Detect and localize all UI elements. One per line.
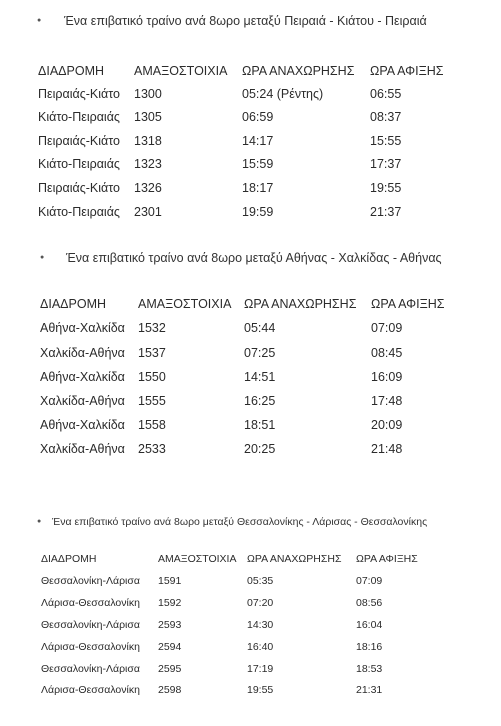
cell-arrival: 07:09 [356, 575, 383, 587]
cell-departure: 16:40 [247, 641, 274, 653]
cell-departure: 05:35 [247, 575, 274, 587]
cell-departure: 07:20 [247, 597, 274, 609]
cell-departure: 14:51 [244, 370, 276, 384]
cell-route: Κιάτο-Πειραιάς [38, 205, 120, 219]
cell-arrival: 18:16 [356, 641, 383, 653]
cell-train: 2533 [138, 442, 166, 456]
cell-departure: 14:17 [242, 134, 274, 148]
cell-train: 1550 [138, 370, 166, 384]
cell-arrival: 08:45 [371, 346, 403, 360]
cell-arrival: 21:37 [370, 205, 402, 219]
cell-arrival: 19:55 [370, 181, 402, 195]
bullet-icon: ● [37, 518, 42, 525]
header-arrival: ΩΡΑ ΑΦΙΞΗΣ [356, 553, 418, 565]
cell-route: Αθήνα-Χαλκίδα [40, 418, 125, 432]
cell-route: Λάρισα-Θεσσαλονίκη [41, 597, 140, 609]
header-departure: ΩΡΑ ΑΝΑΧΩΡΗΣΗΣ [247, 553, 342, 565]
cell-train: 1558 [138, 418, 166, 432]
cell-train: 1318 [134, 134, 162, 148]
cell-departure: 05:44 [244, 321, 276, 335]
cell-arrival: 16:04 [356, 619, 383, 631]
header-train: ΑΜΑΞΟΣΤΟΙΧΙΑ [134, 64, 228, 78]
cell-train: 2598 [158, 684, 182, 696]
cell-departure: 18:51 [244, 418, 276, 432]
header-route: ΔΙΑΔΡΟΜΗ [40, 297, 107, 311]
cell-arrival: 16:09 [371, 370, 403, 384]
cell-train: 1555 [138, 394, 166, 408]
cell-route: Αθήνα-Χαλκίδα [40, 370, 125, 384]
cell-departure: 14:30 [247, 619, 274, 631]
cell-train: 1300 [134, 87, 162, 101]
cell-arrival: 17:48 [371, 394, 403, 408]
cell-route: Κιάτο-Πειραιάς [38, 110, 120, 124]
cell-departure: 19:59 [242, 205, 274, 219]
bullet-icon: ● [40, 254, 45, 261]
cell-departure: 05:24 (Ρέντης) [242, 87, 324, 101]
cell-train: 1305 [134, 110, 162, 124]
cell-route: Θεσσαλονίκη-Λάρισα [41, 619, 140, 631]
header-departure: ΩΡΑ ΑΝΑΧΩΡΗΣΗΣ [244, 297, 357, 311]
cell-departure: 17:19 [247, 663, 274, 675]
cell-train: 1591 [158, 575, 182, 587]
cell-route: Κιάτο-Πειραιάς [38, 157, 120, 171]
header-departure: ΩΡΑ ΑΝΑΧΩΡΗΣΗΣ [242, 64, 355, 78]
cell-train: 2301 [134, 205, 162, 219]
cell-route: Χαλκίδα-Αθήνα [40, 346, 125, 360]
cell-departure: 18:17 [242, 181, 274, 195]
cell-route: Λάρισα-Θεσσαλονίκη [41, 684, 140, 696]
cell-route: Λάρισα-Θεσσαλονίκη [41, 641, 140, 653]
cell-route: Πειραιάς-Κιάτο [38, 87, 120, 101]
cell-arrival: 20:09 [371, 418, 403, 432]
cell-arrival: 06:55 [370, 87, 402, 101]
bullet-icon: ● [37, 17, 42, 24]
header-route: ΔΙΑΔΡΟΜΗ [38, 64, 105, 78]
cell-arrival: 08:37 [370, 110, 402, 124]
header-arrival: ΩΡΑ ΑΦΙΞΗΣ [371, 297, 445, 311]
cell-train: 2593 [158, 619, 182, 631]
cell-train: 1592 [158, 597, 182, 609]
cell-train: 2594 [158, 641, 182, 653]
cell-arrival: 21:31 [356, 684, 383, 696]
cell-route: Χαλκίδα-Αθήνα [40, 442, 125, 456]
cell-departure: 20:25 [244, 442, 276, 456]
cell-route: Αθήνα-Χαλκίδα [40, 321, 125, 335]
cell-arrival: 17:37 [370, 157, 402, 171]
cell-route: Θεσσαλονίκη-Λάρισα [41, 575, 140, 587]
cell-route: Πειραιάς-Κιάτο [38, 181, 120, 195]
section-heading: Ένα επιβατικό τραίνο ανά 8ωρο μεταξύ Πειραιά - Κιάτου - Πειραιά [64, 14, 427, 28]
cell-arrival: 15:55 [370, 134, 402, 148]
cell-route: Πειραιάς-Κιάτο [38, 134, 120, 148]
cell-route: Θεσσαλονίκη-Λάρισα [41, 663, 140, 675]
header-route: ΔΙΑΔΡΟΜΗ [41, 553, 97, 565]
cell-train: 1532 [138, 321, 166, 335]
section-heading: Ένα επιβατικό τραίνο ανά 8ωρο μεταξύ Θεσσαλονίκης - Λάρισας - Θεσσαλονίκης [52, 516, 428, 528]
cell-arrival: 21:48 [371, 442, 403, 456]
cell-departure: 19:55 [247, 684, 274, 696]
cell-arrival: 07:09 [371, 321, 403, 335]
cell-train: 1323 [134, 157, 162, 171]
cell-departure: 06:59 [242, 110, 274, 124]
cell-route: Χαλκίδα-Αθήνα [40, 394, 125, 408]
cell-arrival: 18:53 [356, 663, 383, 675]
cell-departure: 07:25 [244, 346, 276, 360]
section-heading: Ένα επιβατικό τραίνο ανά 8ωρο μεταξύ Αθήνας - Χαλκίδας - Αθήνας [66, 251, 442, 265]
cell-train: 2595 [158, 663, 182, 675]
header-train: ΑΜΑΞΟΣΤΟΙΧΙΑ [158, 553, 237, 565]
header-arrival: ΩΡΑ ΑΦΙΞΗΣ [370, 64, 444, 78]
header-train: ΑΜΑΞΟΣΤΟΙΧΙΑ [138, 297, 232, 311]
cell-arrival: 08:56 [356, 597, 383, 609]
cell-departure: 15:59 [242, 157, 274, 171]
cell-train: 1326 [134, 181, 162, 195]
cell-departure: 16:25 [244, 394, 276, 408]
cell-train: 1537 [138, 346, 166, 360]
